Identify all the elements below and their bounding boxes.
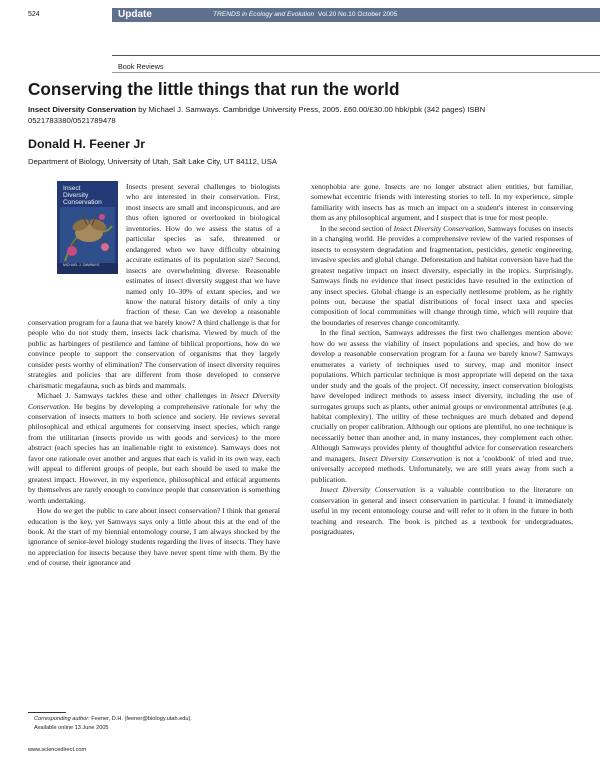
review-author: Donald H. Feener Jr [28,137,146,151]
footnote-rule [28,712,66,713]
book-details: by Michael J. Samways. Cambridge University Press, 2005. £60.00/£30.00 hbk/pbk (342 pages) ISBN 0521783380/0521789478 [28,105,486,125]
book-title-italic: Insect Diversity Conservation [359,453,452,463]
body-column-right [311,182,573,537]
article-title: Conserving the little things that run the world [28,79,400,99]
author-affiliation: Department of Biology, University of Utah, Salt Lake City, UT 84112, USA [28,157,277,166]
header-rule [112,55,600,56]
paragraph: Michael J. Samways tackles these and other challenges in Insect Diversity Conservation. He begins by developing a comprehensive rationale for why the conservation of insects matters to both science and society. He reviews several philosophical and ethical arguments for conserving insect species, which range from the utilitarian (insects provide us with goods and services) to the more abstract (each species has an inalienable right to existence). Samways does not favor one rationale over another and argues that each is valid in its own way, each will appeal to different groups of people, but each should be used to make the greatest impact. However, in my experience, philosophical and ethical arguments by themselves are rarely enough to convince people that conservation is something worth undertaking. [28,391,280,505]
corresponding-label: Corresponding author: [34,716,90,722]
book-title: Insect Diversity Conservation [28,105,137,114]
paragraph: Insect Diversity Conservation is a valuable contribution to the literature on conservation in general and insect conservation in particular. I found it immediately useful in my recent entomology course and will refer to it often in the future in both teaching and research. The book is pitched as a textbook for undergraduates, postgraduates, [311,485,574,536]
journal-name: TRENDS in Ecology and Evolution [213,11,315,18]
book-title-italic: Insect Diversity Conservation [393,223,484,233]
body-column-left [28,182,280,569]
cover-author: MICHAEL J. SAMWAYS [63,263,100,267]
corresponding-email: Feener, D.H. (feener@biology.utah.edu). [89,716,192,722]
footer-url[interactable]: www.sciencedirect.com [28,747,87,753]
cover-title-line: Insect [63,185,81,192]
section-label: Update [118,9,152,20]
corresponding-author-note [34,716,192,722]
available-online: Available online 13 June 2005 [34,725,109,731]
cover-title-line: Conservation [63,199,102,206]
section-rule [112,72,600,73]
paragraph: xenophobia are gone. Insects are no longer abstract alien entities, but familiar, somewhat eccentric friends with interesting stories to tell. In my experience, simple familiarity with insects has as much an impact on a student's interest in conserving them as any philosophical argument, and I suspect that is true for most people. [311,182,573,223]
cover-wrap-space [28,182,126,310]
paragraph: In the final section, Samways addresses the first two challenges mention above: how do we assess the viability of insect populations and species, and how do we develop a reasonable conservation program for a fauna we barely know? Samways enumerates a variety of techniques used to survey, map and monitor insect populations. Which particular technique is most appropriate will depend on the taxa under study and the goals of the project. Of necessity, insect conservation biologists have developed indirect methods to assess insect diversity, including the use of surrogates groups such as plants, other animal groups or environmental attributes (e.g. habitat complexity). The utility of these techniques are much debated and depend crucially on proper calibration. Although our options are plentiful, no one technique is necessarily better than another and, in many instances, they complement each other. Although Samways provides plenty of thoughtful advice for conservation researchers and managers, Insect Diversity Conservation is not a 'cookbook' of tried and true, universally accepted methods. Unfortunately, we are still years away from such a publication. [311,328,573,484]
book-title-italic: Insect Diversity Conservation [320,485,416,495]
page-number: 524 [28,11,40,18]
book-reference [28,104,568,126]
paragraph: Insects present several challenges to biologists who are interested in their conservation. First, most insects are small and inconspicuous, and are thus often ignored or overlooked in biological inventories. How do we assess the status of a particular species as safe, threatened or endangered when we have difficulty obtaining accurate estimates of its population size? Second, insects are overwhelming diverse. Reasonable estimates of insect diversity suggest that we have named only 10–30% of extant species, and we know the natural history details of only a tiny fraction of these. Can we develop a reasonable conservation program for a fauna that we barely know? A third challenge is that for people who do not study them, insects lack charisma. Viewed by much of the public as harbingers of pestilence and famine of biblical proportions, how do we convince people to support the conservation of organisms that they largely consider pests worthy of elimination? The conservation of insect diversity requires strategies and policies that are different from those developed to conserve charismatic megafauna, such as birds and mammals. [28,182,280,390]
journal-info [213,11,397,18]
book-title-italic: Insect Diversity Conservation [28,391,280,411]
paragraph: How do we get the public to care about insect conservation? I think that general education is the key, yet Samways says only a little about this at the end of the book. At the start of my biennial entomology course, I am always shocked by the ignorance of senior-level biology students regarding the lives of insects. They have no appreciation for insects because they have never spent time with them. By the end of course, their ignorance and [28,506,280,568]
section-tag: Book Reviews [118,62,164,71]
journal-volume: Vol.20 No.10 October 2005 [317,11,398,18]
cover-title-line: Diversity [63,192,89,199]
paragraph: In the second section of Insect Diversity Conservation, Samways focuses on insects in a changing world. He provides a comprehensive review of the varied responses of insects to ecosystem degradation and fragmentation, pesticides, genetic engineering, invasive species and global change. Deforestation and habitat conversion have had the greatest negative impact on insect diversity, especially in the tropics. Surprisingly, Samways finds no evidence that insect pesticides have resulted in the extinction of any insect species. Global change is an especially nettlesome problem, as he rightly points out, because the spatial distributions of focal insect taxa and species composition of local communities will change through time, which will require that the boundaries of reserves change concomitantly. [311,223,574,327]
